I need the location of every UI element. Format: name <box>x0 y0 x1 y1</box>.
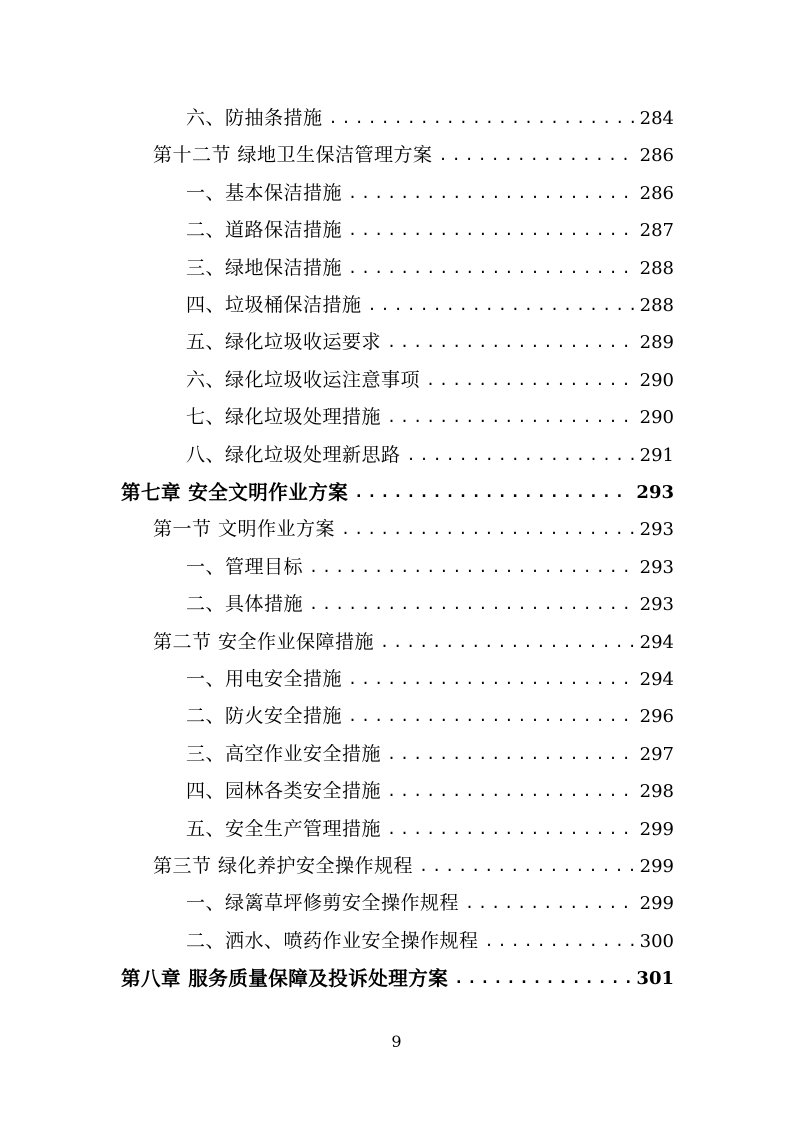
toc-entry-page: 297 <box>639 743 674 765</box>
toc-leader-dots <box>387 811 634 848</box>
toc-entry[interactable] <box>153 624 674 661</box>
toc-leader-dots <box>387 773 634 810</box>
toc-entry-page: 299 <box>639 893 674 915</box>
toc-leader-dots <box>439 137 634 174</box>
toc-entry[interactable] <box>186 885 674 922</box>
toc-entry-page: 284 <box>639 108 674 129</box>
toc-leader-dots <box>426 362 634 399</box>
toc-entry[interactable] <box>153 848 674 885</box>
toc-entry-page: 287 <box>639 220 674 242</box>
toc-entry-title: 五、安全生产管理措施 <box>186 817 382 840</box>
toc-leader-dots <box>387 399 634 436</box>
toc-leader-dots <box>348 661 634 698</box>
toc-leader-dots <box>465 885 634 922</box>
toc-entry[interactable] <box>186 736 674 773</box>
toc-entry[interactable] <box>186 362 674 399</box>
toc-entry[interactable] <box>186 437 674 474</box>
toc-entry-title: 第一节 文明作业方案 <box>153 518 336 541</box>
toc-entry[interactable] <box>186 923 674 960</box>
toc-leader-dots <box>348 212 634 249</box>
toc-leader-dots <box>485 923 634 960</box>
toc-entry-page: 293 <box>636 482 674 503</box>
toc-entry[interactable] <box>186 399 674 436</box>
toc-entry-page: 301 <box>636 968 674 990</box>
toc-entry-page: 291 <box>639 444 674 466</box>
toc-entry[interactable] <box>186 661 674 698</box>
toc-entry-title: 五、绿化垃圾收运要求 <box>186 331 382 354</box>
toc-entry-page: 293 <box>639 556 674 578</box>
toc-entry[interactable] <box>186 250 674 287</box>
toc-entry-title: 二、洒水、喷药作业安全操作规程 <box>186 929 479 952</box>
toc-entry-page: 294 <box>639 631 674 653</box>
toc-entry-page: 286 <box>639 182 674 204</box>
toc-entry[interactable] <box>186 100 674 137</box>
toc-entry-title: 三、绿地保洁措施 <box>186 256 343 279</box>
toc-entry-title: 第二节 安全作业保障措施 <box>153 630 375 653</box>
toc-leader-dots <box>387 324 634 361</box>
toc-entry[interactable] <box>153 137 674 174</box>
toc-entry-title: 一、绿篱草坪修剪安全操作规程 <box>186 892 460 915</box>
toc-entry-title: 第七章 安全文明作业方案 <box>121 481 349 504</box>
toc-chapter-entry[interactable] <box>121 960 674 997</box>
toc-leader-dots <box>348 250 634 287</box>
toc-entry-title: 一、基本保洁措施 <box>186 181 343 204</box>
toc-entry-page: 296 <box>639 706 674 728</box>
toc-entry[interactable] <box>186 586 674 623</box>
toc-entry[interactable] <box>186 175 674 212</box>
toc-leader-dots <box>309 549 634 586</box>
toc-entry[interactable] <box>186 811 674 848</box>
toc-entry-page: 299 <box>639 818 674 840</box>
toc-leader-dots <box>387 736 634 773</box>
toc-leader-dots <box>407 437 634 474</box>
toc-entry-page: 288 <box>639 257 674 279</box>
toc-leader-dots <box>419 848 634 885</box>
toc-entry-title: 二、道路保洁措施 <box>186 219 343 242</box>
toc-leader-dots <box>341 511 634 548</box>
toc-entry-title: 三、高空作业安全措施 <box>186 742 382 765</box>
toc-entry-title: 四、园林各类安全措施 <box>186 780 382 803</box>
toc-leader-dots <box>354 474 630 511</box>
toc-entry[interactable] <box>186 287 674 324</box>
toc-leader-dots <box>454 960 630 997</box>
toc-entry-page: 286 <box>639 145 674 167</box>
toc-entry-title: 六、绿化垃圾收运注意事项 <box>186 368 421 391</box>
toc-entry[interactable] <box>153 511 674 548</box>
toc-entry-page: 300 <box>639 930 674 952</box>
page-number: 9 <box>391 1032 402 1051</box>
toc-entry-page: 293 <box>639 519 674 541</box>
toc-entry-page: 290 <box>639 407 674 429</box>
toc-entry-title: 一、管理目标 <box>186 555 304 578</box>
toc-entry-page: 288 <box>639 295 674 316</box>
toc-leader-dots <box>309 586 634 623</box>
toc-entry-title: 第十二节 绿地卫生保洁管理方案 <box>153 144 433 167</box>
toc-entry-title: 第三节 绿化养护安全操作规程 <box>153 855 414 877</box>
toc-entry-title: 六、防抽条措施 <box>186 107 323 129</box>
toc-entry-page: 298 <box>639 781 674 803</box>
toc-entry-title: 八、绿化垃圾处理新思路 <box>186 443 401 466</box>
toc-entry-title: 四、垃圾桶保洁措施 <box>186 294 362 316</box>
toc-leader-dots <box>348 698 634 735</box>
toc-leader-dots <box>368 287 634 324</box>
toc-entry-title: 二、具体措施 <box>186 593 304 616</box>
toc-entry-title: 第八章 服务质量保障及投诉处理方案 <box>121 967 449 991</box>
toc-entry-page: 289 <box>639 332 674 354</box>
toc-entry[interactable] <box>186 324 674 361</box>
toc-entry-page: 294 <box>639 669 674 690</box>
toc-leader-dots <box>329 100 634 137</box>
toc-entry-page: 299 <box>639 856 674 877</box>
toc-entry-title: 七、绿化垃圾处理措施 <box>186 406 382 429</box>
toc-leader-dots <box>348 175 634 212</box>
toc-entry[interactable] <box>186 698 674 735</box>
toc-entry-page: 293 <box>639 594 674 616</box>
toc-entry[interactable] <box>186 773 674 810</box>
toc-entry[interactable] <box>186 549 674 586</box>
toc-entry-title: 二、防火安全措施 <box>186 705 343 728</box>
toc-entry-title: 一、用电安全措施 <box>186 668 343 690</box>
toc-entry-page: 290 <box>639 369 674 391</box>
toc-leader-dots <box>380 624 634 661</box>
toc-entry[interactable] <box>186 212 674 249</box>
toc-chapter-entry[interactable] <box>121 474 674 511</box>
